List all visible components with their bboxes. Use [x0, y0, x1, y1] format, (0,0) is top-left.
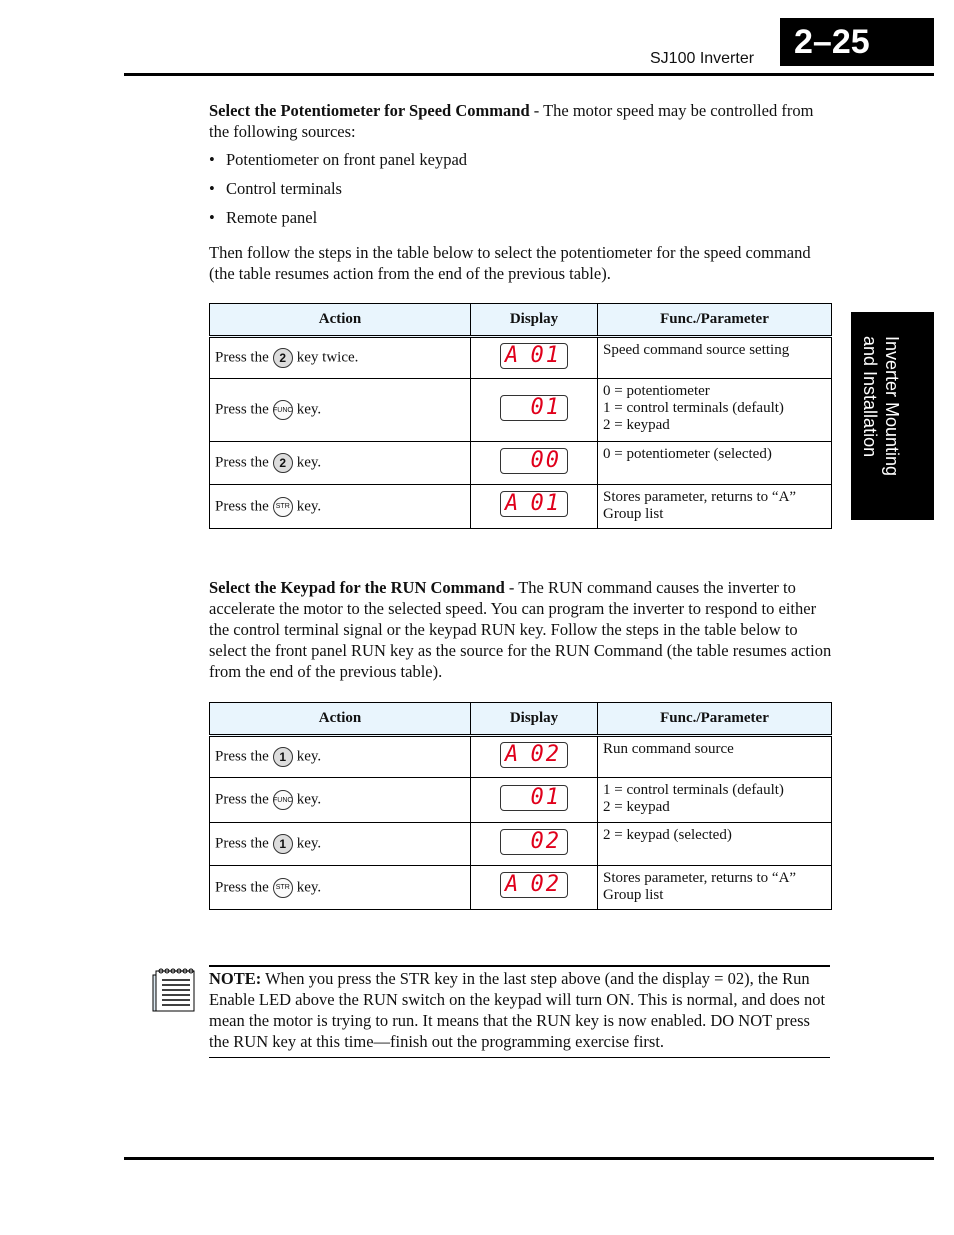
display-cell	[471, 442, 598, 485]
str-key-icon: STR	[273, 878, 293, 898]
table-row	[210, 736, 832, 778]
display-cell	[471, 337, 598, 379]
section1-heading: Select the Potentiometer for Speed Command	[209, 101, 530, 120]
running-header: SJ100 Inverter	[650, 50, 755, 67]
notepad-icon	[152, 965, 196, 1013]
note-rule-bottom	[209, 1057, 830, 1058]
up-arrow-key-icon: 1	[273, 834, 293, 854]
section2-body: - The RUN command causes the inverter to accelerate the motor to the selected speed. You can program the inverter to respond to either the control terminal signal or the keypad RUN key. Follow the steps in the table below to select the front panel RUN key as the source for the RUN Command (the table resumes action from the end of the previous table).	[209, 578, 832, 681]
down-arrow-key-icon: 2	[273, 453, 293, 473]
page-number: 2–25	[780, 18, 934, 66]
list-item: • Potentiometer on front panel keypad	[209, 149, 467, 178]
action-cell: Press the 2 key twice.	[210, 337, 471, 379]
param-cell: Speed command source setting	[598, 337, 832, 379]
lcd-display: A 02	[500, 872, 568, 898]
col-header-param: Func./Parameter	[598, 304, 832, 337]
down-arrow-key-icon: 2	[273, 348, 293, 368]
section1-intro-text: - The motor speed may be controlled from the following sources:	[209, 101, 814, 141]
action-cell: Press the 2 key.	[210, 442, 471, 485]
action-cell: Press the STR key.	[210, 485, 471, 529]
up-arrow-key-icon: 1	[273, 747, 293, 767]
display-cell	[471, 379, 598, 442]
lcd-display: A 01	[500, 343, 568, 369]
chapter-tab-text	[859, 336, 903, 476]
chapter-tab	[851, 312, 934, 520]
display-cell	[471, 778, 598, 823]
display-cell	[471, 823, 598, 866]
action-cell: Press the FUNC key.	[210, 379, 471, 442]
param-cell: Stores parameter, returns to “A” Group list	[598, 485, 832, 529]
action-cell: Press the 1 key.	[210, 736, 471, 778]
action-cell: Press the 1 key.	[210, 823, 471, 866]
list-item: • Control terminals	[209, 178, 467, 207]
str-key-icon: STR	[273, 497, 293, 517]
note-label: NOTE:	[209, 969, 262, 988]
footer-rule	[124, 1157, 934, 1160]
display-cell	[471, 866, 598, 910]
col-header-display: Display	[471, 304, 598, 337]
param-cell: Stores parameter, returns to “A” Group list	[598, 866, 832, 910]
potentiometer-steps-table	[209, 303, 832, 529]
chapter-tab-line1: Inverter Mounting	[882, 336, 902, 477]
table-row	[210, 866, 832, 910]
table-row	[210, 485, 832, 529]
note-body: When you press the STR key in the last step above (and the display = 02), the Run Enable LED above the RUN switch on the keypad will turn ON. This is normal, and does not mean the motor is trying to run. It means that the RUN key is now enabled. DO NOT press the RUN key at this time—finish out the programming exercise first.	[209, 969, 826, 1051]
func-key-icon: FUNC	[273, 790, 293, 810]
section2-text	[209, 577, 833, 682]
col-header-display: Display	[471, 703, 598, 736]
lcd-display: A 01	[500, 491, 568, 517]
param-cell: 0 = potentiometer (selected)	[598, 442, 832, 485]
param-cell: 2 = keypad (selected)	[598, 823, 832, 866]
lcd-display: A 02	[500, 742, 568, 768]
col-header-param: Func./Parameter	[598, 703, 832, 736]
lcd-display: 01	[500, 395, 568, 421]
action-cell: Press the FUNC key.	[210, 778, 471, 823]
table-row	[210, 823, 832, 866]
action-cell: Press the STR key.	[210, 866, 471, 910]
note-text	[209, 968, 831, 1052]
param-cell: 1 = control terminals (default) 2 = keypad	[598, 778, 832, 823]
list-item: • Remote panel	[209, 207, 467, 236]
table-row	[210, 442, 832, 485]
param-cell: Run command source	[598, 736, 832, 778]
func-key-icon: FUNC	[273, 400, 293, 420]
table-row	[210, 778, 832, 823]
keypad-run-steps-table	[209, 702, 832, 910]
lcd-display: 00	[500, 448, 568, 474]
param-cell: 0 = potentiometer 1 = control terminals (default) 2 = keypad	[598, 379, 832, 442]
section1-intro	[209, 100, 833, 142]
display-cell	[471, 736, 598, 778]
chapter-tab-line2: and Installation	[860, 336, 880, 458]
table-row	[210, 379, 832, 442]
lcd-display: 02	[500, 829, 568, 855]
lcd-display: 01	[500, 785, 568, 811]
source-list	[209, 149, 467, 236]
header-rule	[124, 73, 934, 76]
section2-heading: Select the Keypad for the RUN Command	[209, 578, 505, 597]
col-header-action: Action	[210, 703, 471, 736]
section1-followup: Then follow the steps in the table below to select the potentiometer for the speed command (the table resumes action from the end of the previous table).	[209, 243, 811, 283]
table-row	[210, 337, 832, 379]
display-cell	[471, 485, 598, 529]
col-header-action: Action	[210, 304, 471, 337]
note-rule-top	[209, 965, 830, 967]
